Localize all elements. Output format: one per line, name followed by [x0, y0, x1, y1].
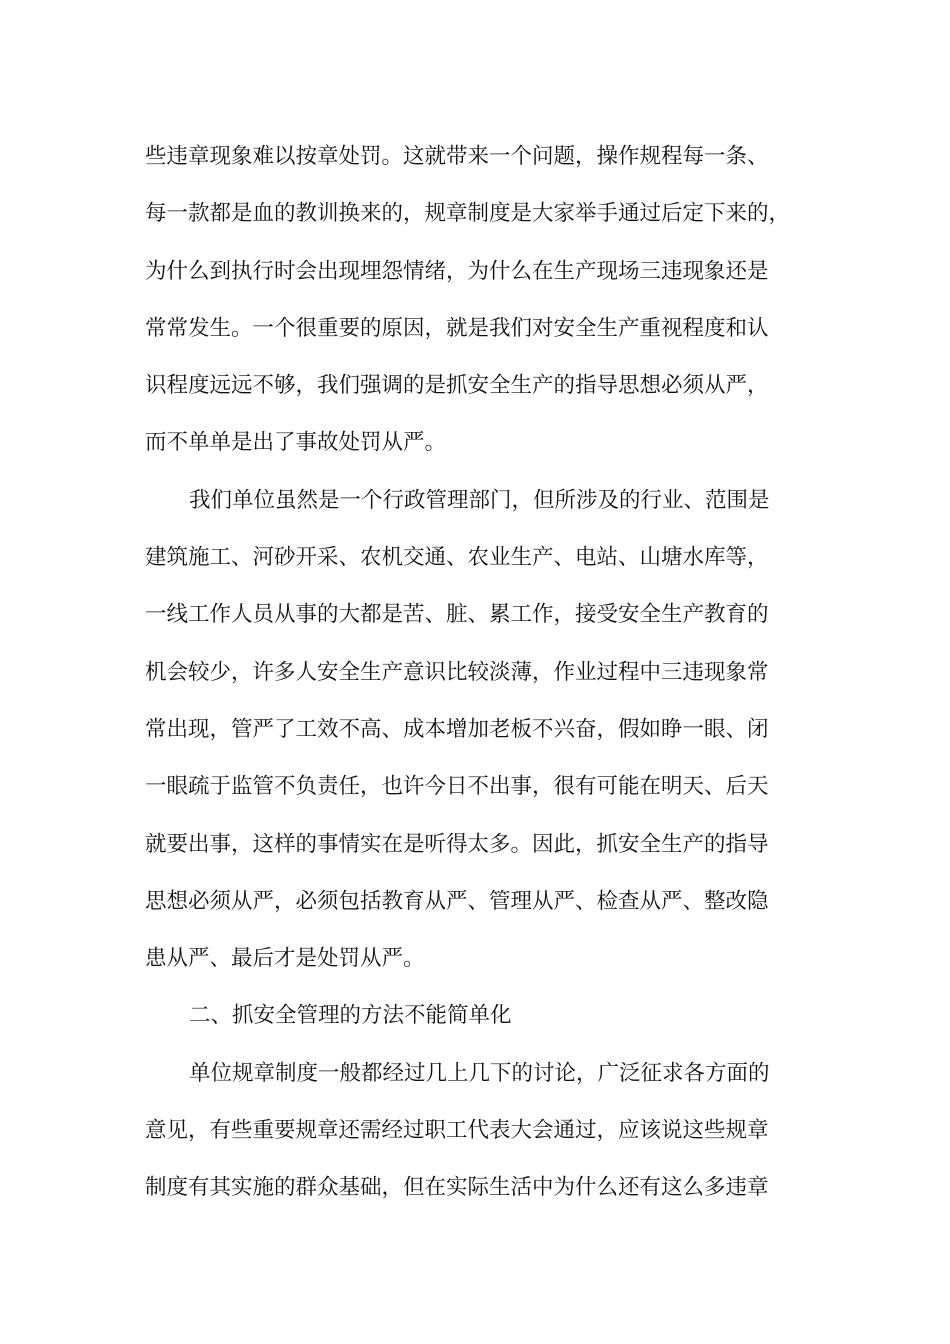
text-line: 就要出事，这样的事情实在是听得太多。因此，抓安全生产的指导	[145, 831, 769, 857]
section-heading: 二、抓安全管理的方法不能简单化	[189, 1003, 512, 1029]
text-line: 些违章现象难以按章处罚。这就带来一个问题，操作规程每一条、	[145, 144, 769, 169]
text-line: 每一款都是血的教训换来的，规章制度是大家举手通过后定下来的，	[145, 201, 791, 227]
text-line: 患从严、最后才是处罚从严。	[145, 946, 425, 972]
text-line: 制度有其实施的群众基础，但在实际生活中为什么还有这么多违章	[145, 1175, 769, 1201]
text-line: 常常发生。一个很重要的原因，就是我们对安全生产重视程度和认	[145, 315, 769, 341]
text-line: 而不单单是出了事故处罚从严。	[145, 430, 447, 456]
text-line: 建筑施工、河砂开采、农机交通、农业生产、电站、山塘水库等，	[145, 545, 769, 571]
text-line: 为什么到执行时会出现埋怨情绪，为什么在生产现场三违现象还是	[145, 258, 769, 284]
paragraph-start-line: 单位规章制度一般都经过几上几下的讨论，广泛征求各方面的	[189, 1060, 770, 1086]
text-line: 一线工作人员从事的大都是苦、脏、累工作，接受安全生产教育的	[145, 602, 769, 628]
text-line: 思想必须从严，必须包括教育从严、管理从严、检查从严、整改隐	[145, 888, 769, 914]
text-line: 意见，有些重要规章还需经过职工代表大会通过，应该说这些规章	[145, 1118, 769, 1144]
text-line: 识程度远远不够，我们强调的是抓安全生产的指导思想必须从严，	[145, 373, 769, 399]
document-body	[145, 128, 825, 1217]
paragraph-start-line: 我们单位虽然是一个行政管理部门，但所涉及的行业、范围是	[189, 487, 770, 513]
text-line: 常出现，管严了工效不高、成本增加老板不兴奋，假如睁一眼、闭	[145, 716, 769, 742]
text-line: 机会较少，许多人安全生产意识比较淡薄，作业过程中三违现象常	[145, 659, 769, 685]
text-line: 一眼疏于监管不负责任，也许今日不出事，很有可能在明天、后天	[145, 774, 769, 800]
